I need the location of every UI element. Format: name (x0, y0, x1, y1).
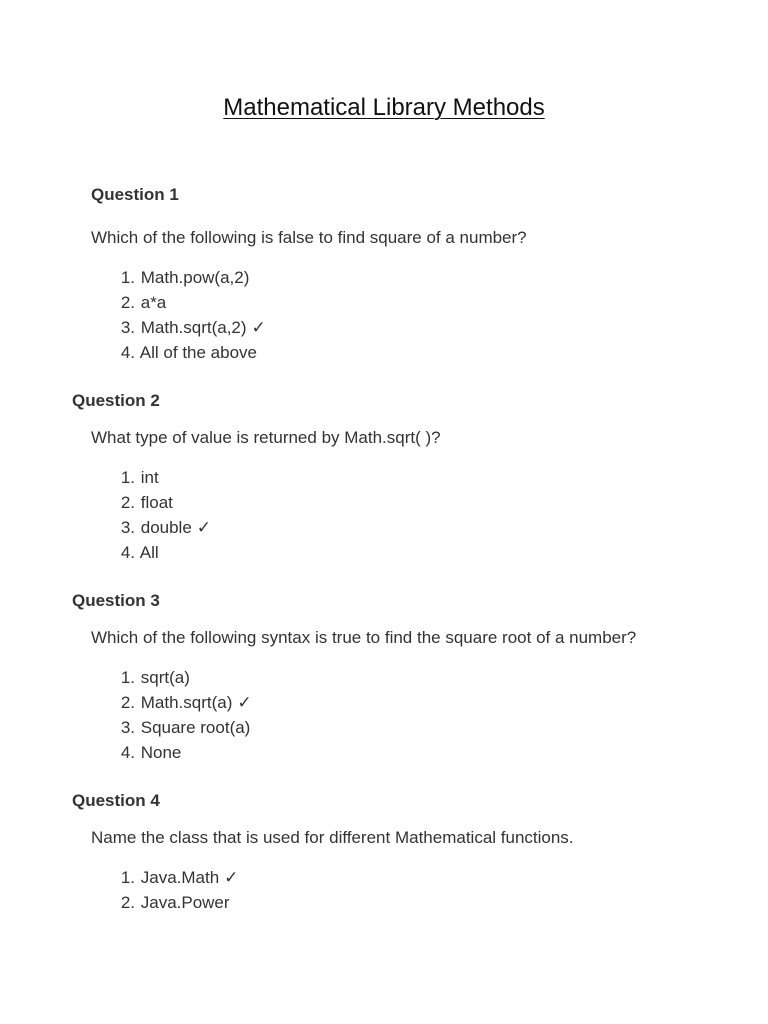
question-1-heading: Question 1 (91, 185, 179, 204)
list-item (91, 317, 266, 342)
option-number: 4. (120, 543, 135, 562)
option-number: 1. (120, 668, 135, 687)
option-text: int (140, 468, 159, 487)
option-text: None (140, 743, 182, 762)
option-text: Java.Power (140, 893, 230, 912)
question-4-options (91, 867, 238, 917)
option-text: Java.Math (140, 868, 220, 887)
list-item (91, 867, 238, 892)
list-item (91, 267, 266, 292)
option-number: 3. (120, 718, 135, 737)
page-title-text: Mathematical Library Methods (223, 94, 545, 121)
option-text: Math.sqrt(a,2) (140, 318, 247, 337)
list-item (91, 342, 266, 367)
option-number: 3. (120, 318, 135, 337)
check-mark-icon: ✓ (237, 693, 252, 712)
question-2-text: What type of value is returned by Math.sqrt( )? (91, 428, 441, 447)
option-text: Square root(a) (140, 718, 251, 737)
option-text: All (139, 543, 159, 562)
option-number: 4. (120, 743, 135, 762)
question-2-heading: Question 2 (72, 391, 160, 410)
question-3-options (91, 667, 255, 767)
option-number: 2. (120, 493, 135, 512)
option-text: float (140, 493, 173, 512)
list-item (91, 717, 255, 742)
list-item (91, 692, 255, 717)
option-number: 4. (120, 343, 135, 362)
list-item (91, 492, 211, 517)
option-text: sqrt(a) (140, 668, 190, 687)
option-text: a*a (140, 293, 167, 312)
list-item (91, 292, 266, 317)
option-text: Math.pow(a,2) (140, 268, 250, 287)
option-number: 3. (120, 518, 135, 537)
question-4-heading: Question 4 (72, 791, 160, 810)
question-1-text: Which of the following is false to find square of a number? (91, 228, 527, 247)
question-4-text: Name the class that is used for different Mathematical functions. (91, 828, 574, 847)
check-mark-icon: ✓ (251, 318, 266, 337)
option-number: 1. (120, 268, 135, 287)
list-item (91, 667, 255, 692)
option-number: 2. (120, 693, 135, 712)
list-item (91, 467, 211, 492)
page-title (0, 93, 768, 123)
list-item (91, 517, 211, 542)
question-1-options (91, 267, 266, 367)
option-number: 2. (120, 293, 135, 312)
option-number: 2. (120, 893, 135, 912)
option-text: double (140, 518, 192, 537)
check-mark-icon: ✓ (224, 868, 239, 887)
option-number: 1. (120, 468, 135, 487)
list-item (91, 542, 211, 567)
check-mark-icon: ✓ (196, 518, 212, 537)
list-item (91, 742, 255, 767)
question-3-text: Which of the following syntax is true to find the square root of a number? (91, 628, 637, 647)
list-item (91, 892, 238, 917)
option-text: All of the above (139, 343, 257, 362)
option-number: 1. (120, 868, 135, 887)
question-2-options (91, 467, 211, 567)
option-text: Math.sqrt(a) (140, 693, 233, 712)
question-3-heading: Question 3 (72, 591, 160, 610)
